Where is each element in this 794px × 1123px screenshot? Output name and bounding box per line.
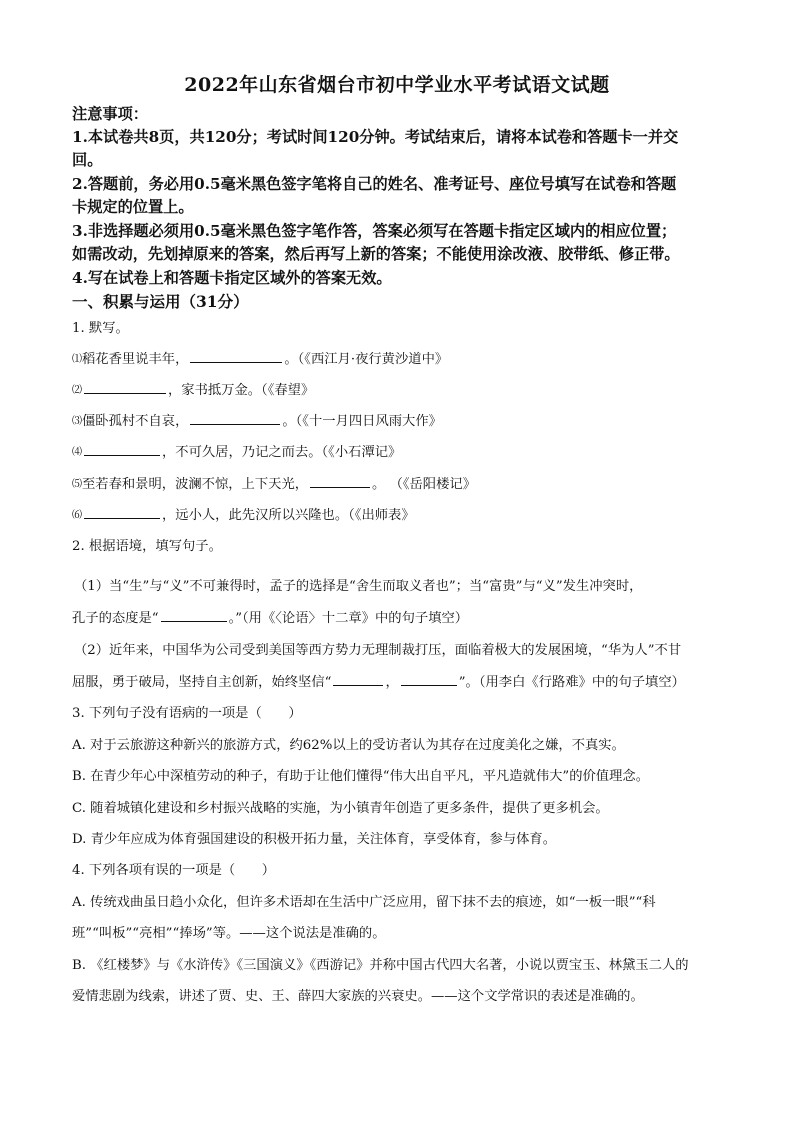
q2-part1-line2: 孔子的态度是“ 。”（用《〈论语〉十二章》中的句子填空） (72, 611, 469, 626)
q1-item-4: ⑷ ，不可久居，乃记之而去。（《小石潭记》 (72, 445, 402, 460)
q1-item-6: ⑹ ，远小人，此先汉所以兴隆也。（《出师表》 (72, 508, 415, 523)
notice-line-4: 卡规定的位置上。 (72, 198, 194, 216)
q1-item-2: ⑵ ，家书抵万金。（《春望》 (72, 383, 315, 398)
q1-item-1: ⑴稻花香里说丰年， 。（《西江月·夜行黄沙道中》 (72, 352, 449, 367)
q1-item-5: ⑸至若春和景明，波澜不惊，上下天光， 。 （《岳阳楼记》 (72, 477, 476, 492)
q2-title: 2. 根据语境，填写句子。 (72, 539, 222, 554)
q3-option-c: C. 随着城镇化建设和乡村振兴战略的实施，为小镇青年创造了更多条件，提供了更多机会。 (72, 801, 609, 816)
notice-line-1: 1.本试卷共8页，共120分；考试时间120分钟。考试结束后，请将本试卷和答题卡一并交 (72, 128, 679, 146)
answer-blank (84, 454, 160, 456)
answer-blank (190, 361, 282, 363)
q4-title: 4. 下列各项有误的一项是（ ） (72, 863, 276, 878)
notice-line-3: 2.答题前，务必用0.5毫米黑色签字笔将自己的姓名、准考证号、座位号填写在试卷和答题 (72, 175, 677, 193)
item-number: ⑵ (72, 385, 82, 396)
item-number: ⑹ (72, 510, 82, 521)
answer-blank (190, 423, 280, 425)
notice-line-7: 4.写在试卷上和答题卡指定区域外的答案无效。 (72, 269, 392, 287)
q3-title: 3. 下列句子没有语病的一项是（ ） (72, 706, 302, 721)
section-heading: 一、积累与运用（31分） (72, 292, 249, 311)
q3-option-b: B. 在青少年心中深植劳动的种子，有助于让他们懂得“伟大出自平凡，平凡造就伟大”的价值理念。 (72, 769, 649, 784)
notice-heading: 注意事项： (72, 105, 148, 123)
q2-part1-line1: （1）当“生”与“义”不可兼得时，孟子的选择是“舍生而取义者也”；当“富贵”与“义”发生冲突时， (74, 579, 643, 594)
q4-option-a-line2: 班”“叫板”“亮相”“捧场”等。——这个说法是准确的。 (72, 926, 386, 941)
q2-part2-line1: （2）近年来，中国华为公司受到美国等西方势力无理制裁打压，面临着极大的发展困境，“华为人”不甘 (74, 643, 682, 658)
page-title: 2022年山东省烟台市初中学业水平考试语文试题 (184, 74, 610, 96)
item-number: ⑷ (72, 447, 82, 458)
answer-blank (401, 684, 457, 686)
q4-option-b-line2: 爱情悲剧为线索，讲述了贾、史、王、薛四大家族的兴衰史。——这个文学常识的表述是准确的。 (72, 989, 644, 1004)
notice-line-6: 如需改动，先划掉原来的答案，然后再写上新的答案；不能使用涂改液、胶带纸、修正带。 (72, 245, 680, 263)
item-number: ⑸ (72, 479, 82, 490)
answer-blank (84, 517, 160, 519)
answer-blank (310, 486, 370, 488)
q3-option-a: A. 对于云旅游这种新兴的旅游方式，约62%以上的受访者认为其存在过度美化之嫌，不真实。 (72, 738, 625, 753)
answer-blank (161, 620, 227, 622)
q4-option-a-line1: A. 传统戏曲虽日趋小众化，但许多术语却在生活中广泛应用，留下抹不去的痕迹，如“一板一眼”“科 (72, 895, 656, 910)
answer-blank (333, 684, 383, 686)
q3-option-d: D. 青少年应成为体育强国建设的积极开拓力量，关注体育，享受体育，参与体育。 (72, 832, 557, 847)
item-number: ⑶ (72, 416, 82, 427)
item-number: ⑴ (72, 354, 82, 365)
answer-blank (84, 392, 166, 394)
notice-line-5: 3.非选择题必须用0.5毫米黑色签字笔作答，答案必须写在答题卡指定区域内的相应位置； (72, 222, 677, 240)
notice-line-2: 回。 (72, 151, 103, 169)
q4-option-b-line1: B. 《红楼梦》与《水浒传》《三国演义》《西游记》并称中国古代四大名著，小说以贾宝玉、林黛玉二人的 (72, 958, 689, 973)
q1-item-3: ⑶僵卧孤村不自哀， 。（《十一月四日风雨大作》 (72, 414, 442, 429)
q1-title: 1. 默写。 (72, 321, 129, 336)
q2-part2-line2: 屈服，勇于破局，坚持自主创新，始终坚信“ ， ”。（用李白《行路难》中的句子填空） (72, 675, 685, 690)
